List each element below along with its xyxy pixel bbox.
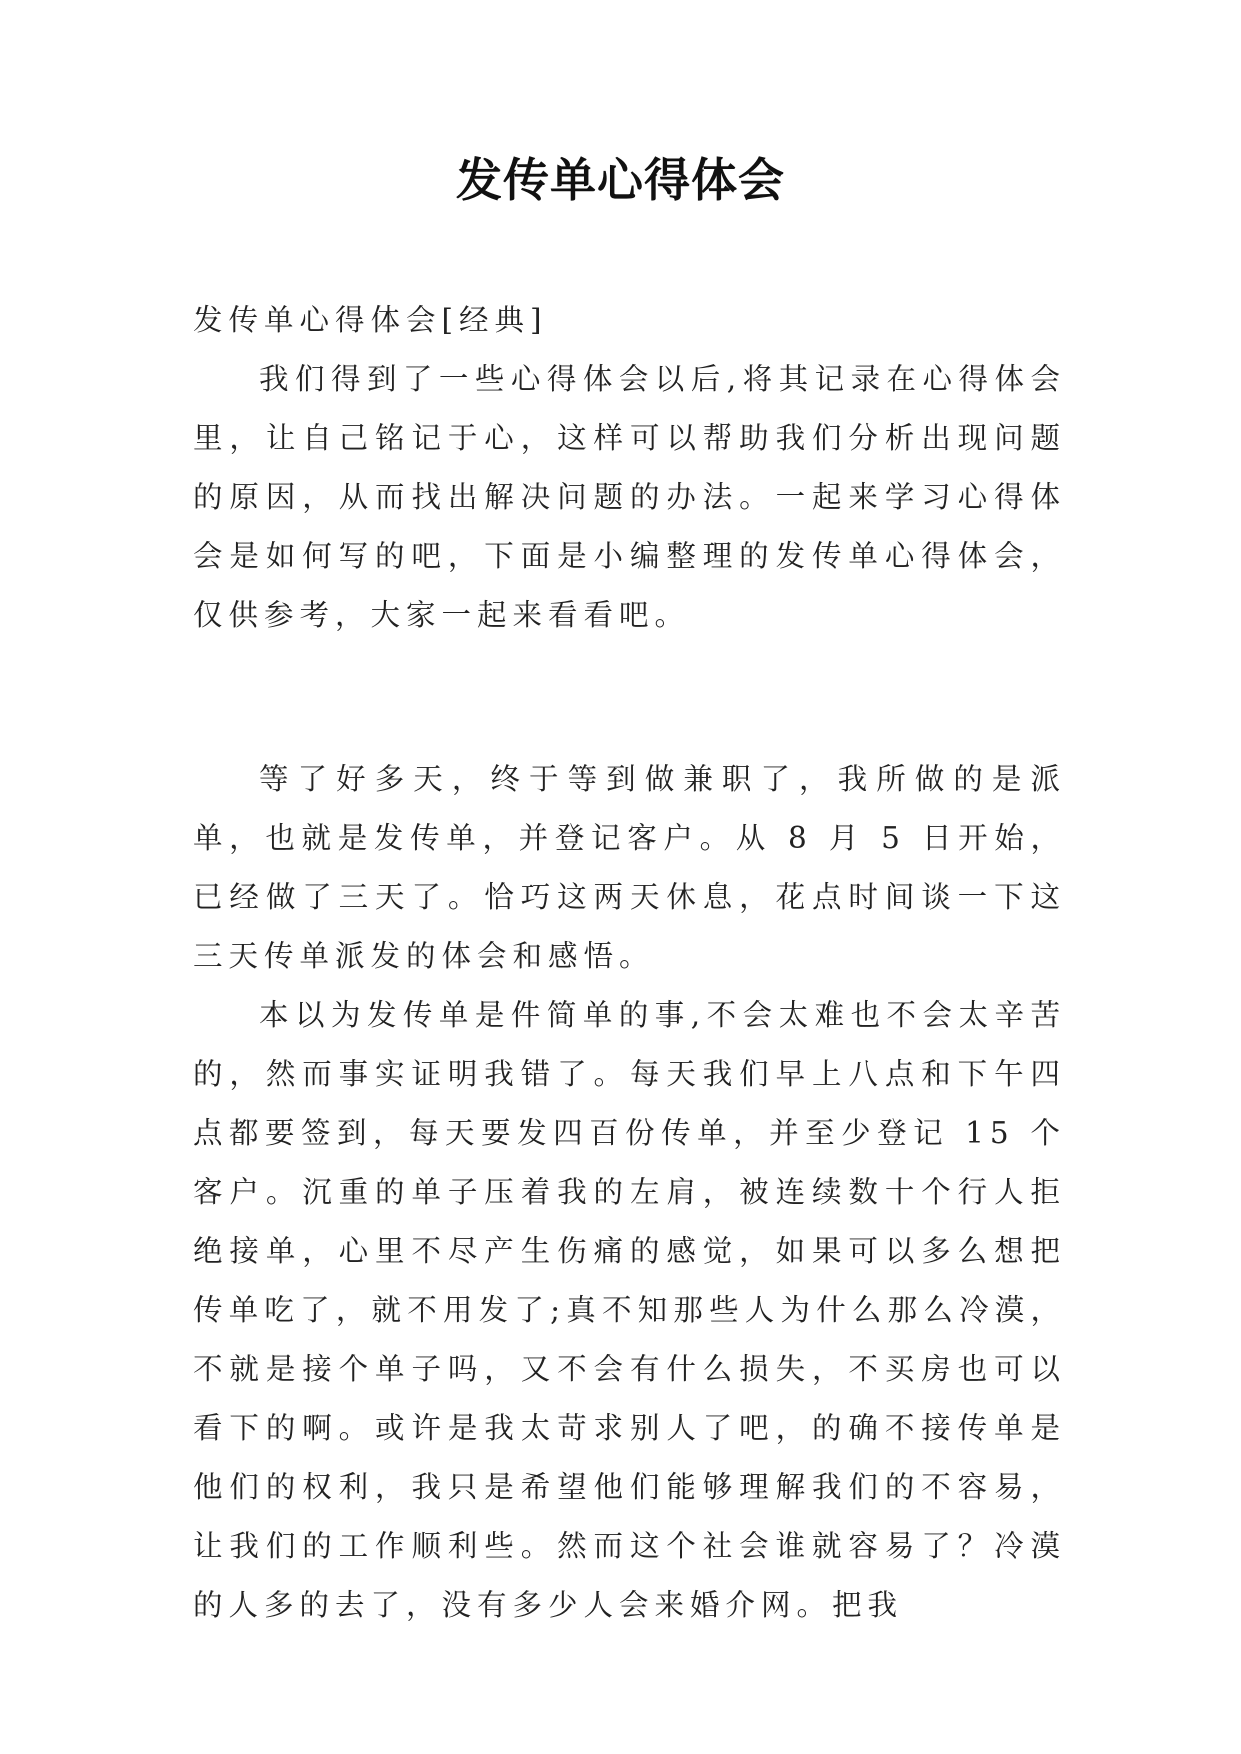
document-subtitle [193, 291, 1066, 350]
body-paragraph-1: 等了好多天，终于等到做兼职了，我所做的是派单，也就是发传单，并登记客户。从 8 月 5 日开始，已经做了三天了。恰巧这两天休息，花点时间谈一下这三天传单派发的体会和感悟。 [193, 762, 1066, 973]
intro-section [193, 350, 1066, 645]
document-title: 发传单心得体会 [456, 153, 785, 207]
subtitle-line: 发传单心得体会[经典] [193, 303, 548, 337]
intro-paragraph: 我们得到了一些心得体会以后,将其记录在心得体会里，让自己铭记于心，这样可以帮助我们分析出现问题的原因，从而找出解决问题的办法。一起来学习心得体会是如何写的吧，下面是小编整理的发传单心得体会，仅供参考，大家一起来看看吧。 [193, 362, 1066, 632]
main-section [193, 750, 1066, 1635]
body-paragraph-2: 本以为发传单是件简单的事,不会太难也不会太辛苦的，然而事实证明我错了。每天我们早上八点和下午四点都要签到，每天要发四百份传单，并至少登记 15 个客户。沉重的单子压着我的左肩，被连续数十个行人拒绝接单，心里不尽产生伤痛的感觉，如果可以多么想把传单吃了，就不用发了;真不知那些人为什么那么冷漠，不就是接个单子吗，又不会有什么损失，不买房也可以看下的啊。或许是我太苛求别人了吧，的确不接传单是他们的权利，我只是希望他们能够理解我们的不容易，让我们的工作顺利些。然而这个社会谁就容易了？冷漠的人多的去了，没有多少人会来婚介网。把我 [193, 998, 1066, 1622]
